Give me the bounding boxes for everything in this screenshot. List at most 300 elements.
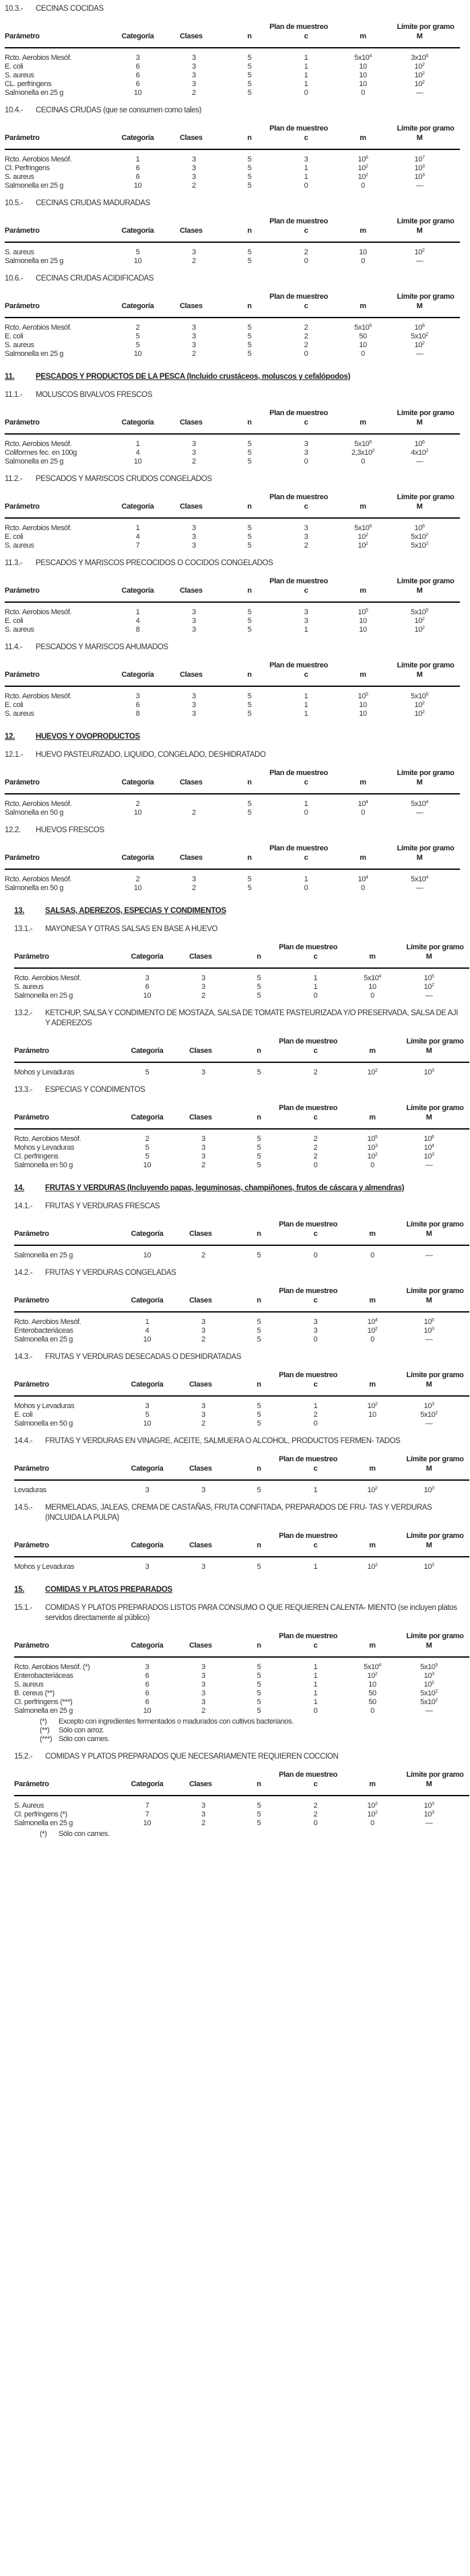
cell-m-limit: 0 (361, 809, 365, 817)
header-category: Categoría (119, 952, 176, 968)
empty-header (344, 1220, 401, 1229)
cell-pad (457, 1810, 469, 1819)
cell-n: 5 (257, 1486, 261, 1494)
cell-n: 5 (247, 710, 252, 718)
header-group-row (14, 1220, 469, 1229)
cell-pad (448, 89, 460, 98)
table-row (14, 1396, 469, 1411)
cell-parameter: Salmonella en 25 g (14, 992, 73, 1000)
header-row (14, 1541, 469, 1557)
cell-category: 5 (145, 1144, 149, 1152)
cell-n: 5 (247, 809, 252, 817)
header-classes: Clases (176, 1641, 231, 1657)
cell-c: 0 (313, 1251, 318, 1259)
cell-classes: 3 (201, 1681, 205, 1689)
cell-pad (448, 318, 460, 332)
cell-pad (457, 1312, 469, 1327)
cell-parameter: Mohos y Levaduras (14, 1563, 75, 1571)
footnotes (40, 1830, 463, 1839)
empty-header (5, 492, 166, 502)
cell-m-limit: 10 (359, 341, 367, 349)
header-M-limit: M (401, 1229, 457, 1245)
header-pad (457, 1541, 469, 1557)
spacer (14, 1170, 463, 1183)
table-row (5, 149, 460, 164)
cell-pad (448, 63, 460, 71)
cell-category: 4 (135, 533, 140, 541)
cell-m-limit: $10^2$ (367, 1810, 378, 1818)
cell-category: 6 (135, 701, 140, 709)
spacer (14, 1744, 463, 1752)
criteria-table (5, 577, 460, 634)
subsection-title: CECINAS CRUDAS MADURADAS (36, 199, 150, 207)
cell-pad (457, 1557, 469, 1572)
footnote-mark: (**) (40, 1726, 50, 1734)
cell-m-limit: $10^6$ (358, 155, 368, 163)
footnote-mark: (***) (40, 1735, 53, 1743)
spacer (14, 1428, 463, 1436)
cell-pad (448, 884, 460, 893)
cell-n: 5 (257, 992, 261, 1000)
header-group-row (14, 1455, 469, 1464)
cell-pad (448, 449, 460, 457)
cell-m-limit: 0 (370, 1707, 374, 1715)
header-row (5, 586, 460, 602)
spacer (14, 1344, 463, 1352)
cell-pad (457, 1335, 469, 1344)
header-parameter: Parámetro (14, 1464, 119, 1480)
empty-header (14, 943, 176, 952)
table-row (5, 63, 460, 71)
section-s10_3 (5, 4, 463, 98)
cell-n: 5 (247, 341, 252, 349)
header-parameter: Parámetro (5, 586, 109, 602)
table-row (14, 1312, 469, 1327)
header-c: c (277, 32, 335, 48)
cell-category: 5 (145, 1411, 149, 1419)
cell-pad (457, 1672, 469, 1681)
section-s14_2 (5, 1260, 463, 1344)
header-row (14, 1296, 469, 1312)
cell-category: 10 (133, 809, 142, 817)
table-row (14, 983, 469, 992)
cell-c: 1 (313, 983, 318, 991)
plan-header: Plan de muestreo (269, 124, 329, 133)
cell-pad (457, 1698, 469, 1707)
header-classes: Clases (176, 1464, 231, 1480)
header-group-row (14, 1531, 469, 1541)
header-M-limit: M (391, 32, 448, 48)
cell-classes: 3 (192, 324, 196, 332)
cell-c: 1 (313, 1698, 318, 1706)
table-row (5, 869, 460, 884)
table-row (5, 686, 460, 701)
cell-category: 6 (145, 1681, 149, 1689)
header-m-limit: m (344, 1464, 401, 1480)
cell-m-limit: 0 (361, 350, 365, 358)
criteria-table (5, 408, 460, 466)
section-title: PESCADOS Y PRODUCTOS DE LA PESCA (Incluido crustáceos, moluscos y cefalópodos) (36, 373, 351, 381)
cell-category: 7 (145, 1810, 149, 1818)
header-m-limit: m (335, 301, 391, 318)
table-row (14, 1698, 469, 1707)
cell-pad (448, 518, 460, 533)
header-m-limit: m (344, 952, 401, 968)
header-M-limit: M (401, 1464, 457, 1480)
header-group-row (14, 1103, 469, 1113)
footnote-text: Excepto con ingredientes fermentados o madurados con cultivos bacterianos. (59, 1718, 294, 1726)
section-s10_4 (5, 98, 463, 190)
section-heading (14, 1585, 463, 1595)
header-c: c (277, 586, 335, 602)
header-pad (448, 670, 460, 686)
cell-n: 5 (257, 1152, 261, 1161)
cell-category: 3 (135, 692, 140, 700)
plan-header: Plan de muestreo (269, 293, 329, 301)
limit-header: Límite por gramo (406, 1287, 464, 1295)
cell-parameter: E. coli (5, 701, 24, 709)
criteria-table (14, 1770, 469, 1828)
plan-header: Plan de muestreo (269, 409, 329, 417)
header-n: n (231, 1046, 287, 1062)
plan-header: Plan de muestreo (269, 769, 329, 777)
cell-M-limit: $10^3$ (424, 1402, 434, 1410)
cell-c: 0 (313, 992, 318, 1000)
header-m-limit: m (344, 1046, 401, 1062)
cell-parameter: Rcto. Aerobios Mesóf. (5, 324, 72, 332)
table-row (5, 350, 460, 359)
cell-parameter: Salmonella en 25 g (14, 1251, 73, 1259)
spacer (14, 1623, 463, 1631)
subsection-title: MOLUSCOS BIVALVOS FRESCOS (36, 391, 152, 399)
header-group-row (14, 1631, 469, 1641)
limit-header: Límite por gramo (406, 1771, 464, 1779)
cell-m-limit: $5x10^5$ (354, 440, 372, 448)
subsection-title: COMIDAS Y PLATOS PREPARADOS QUE NECESARIAMENTE REQUIEREN COCCION (45, 1753, 339, 1761)
subsection-number: 14.2.- (14, 1269, 33, 1277)
subsection-number: 11.4.- (5, 643, 23, 651)
limit-header: Límite por gramo (397, 23, 455, 31)
subsection-title: ESPECIAS Y CONDIMENTOS (45, 1086, 145, 1094)
cell-c: 0 (304, 809, 308, 817)
cell-parameter: CL. perfringens (5, 80, 52, 88)
cell-pad (457, 1129, 469, 1144)
cell-M-limit: $5x10^4$ (411, 800, 428, 808)
cell-classes: 3 (201, 1486, 205, 1494)
header-category: Categoría (119, 1380, 176, 1396)
header-classes: Clases (166, 301, 222, 318)
header-parameter: Parámetro (5, 301, 109, 318)
cell-category: 6 (145, 1672, 149, 1680)
cell-parameter: S. aureus (5, 71, 34, 79)
criteria-table (14, 1103, 469, 1170)
cell-c: 0 (313, 1420, 318, 1428)
subsection-heading (5, 750, 463, 760)
spacer (5, 400, 463, 408)
cell-pad (448, 602, 460, 617)
header-parameter: Parámetro (14, 1541, 119, 1557)
header-M-limit: M (401, 1113, 457, 1129)
cell-classes: 3 (192, 173, 196, 181)
cell-pad (457, 1161, 469, 1170)
cell-c: 1 (304, 626, 308, 634)
cell-pad (448, 686, 460, 701)
cell-classes: 2 (192, 884, 196, 892)
cell-category: 4 (135, 449, 140, 457)
cell-n: 5 (247, 332, 252, 340)
cell-parameter: Enterobacteriáceas (14, 1672, 73, 1680)
cell-classes: 2 (201, 1707, 205, 1715)
header-c: c (277, 853, 335, 869)
limit-header: Límite por gramo (397, 661, 455, 669)
cell-n: 5 (247, 71, 252, 79)
cell-parameter: S. aureus (5, 542, 34, 550)
cell-c: 1 (313, 1486, 318, 1494)
cell-M-limit: $10^3$ (424, 1810, 434, 1818)
cell-category: 1 (135, 155, 140, 163)
cell-n: 5 (257, 1672, 261, 1680)
header-n: n (222, 32, 277, 48)
plan-header: Plan de muestreo (269, 577, 329, 585)
section-heading (5, 732, 463, 742)
cell-pad (448, 457, 460, 466)
cell-n: 5 (257, 1698, 261, 1706)
cell-c: 2 (304, 542, 308, 550)
plan-header: Plan de muestreo (269, 23, 329, 31)
table-row (14, 1796, 469, 1810)
cell-pad (448, 48, 460, 63)
header-category: Categoría (119, 1779, 176, 1796)
limit-header: Límite por gramo (397, 217, 455, 225)
header-classes: Clases (176, 1229, 231, 1245)
header-parameter: Parámetro (14, 952, 119, 968)
header-row (5, 32, 460, 48)
subsection-heading (14, 1085, 463, 1095)
cell-M-limit: $10^2$ (414, 248, 425, 256)
cell-classes: 3 (201, 1411, 205, 1419)
limit-header: Límite por gramo (406, 1220, 464, 1228)
plan-header: Plan de muestreo (279, 1287, 338, 1295)
table-row (5, 434, 460, 449)
cell-M-limit: $10^6$ (414, 524, 425, 532)
cell-pad (457, 1796, 469, 1810)
cell-classes: 3 (192, 341, 196, 349)
header-n: n (222, 778, 277, 794)
header-category: Categoría (109, 418, 166, 434)
header-n: n (222, 670, 277, 686)
cell-classes: 3 (201, 1698, 205, 1706)
header-row (5, 301, 460, 318)
header-c: c (287, 1779, 344, 1796)
header-parameter: Parámetro (5, 133, 109, 149)
empty-header (335, 492, 391, 502)
cell-M-limit: $10^2$ (414, 626, 425, 634)
header-M-limit: M (401, 1380, 457, 1396)
header-category: Categoría (109, 32, 166, 48)
cell-m-limit: 10 (359, 71, 367, 79)
cell-M-limit: $4x10^2$ (411, 449, 428, 457)
footnote (40, 1726, 463, 1735)
subsection-number: 10.5.- (5, 199, 24, 207)
empty-header (14, 1103, 176, 1113)
cell-pad (457, 1152, 469, 1161)
cell-pad (448, 341, 460, 350)
cell-M-limit: $10^5$ (424, 1318, 434, 1326)
cell-m-limit: $10^2$ (367, 1402, 378, 1410)
header-group-row (5, 577, 460, 586)
header-row (14, 1113, 469, 1129)
cell-m-limit: 10 (359, 701, 367, 709)
cell-parameter: Salmonella en 25 g (5, 457, 63, 466)
cell-c: 0 (304, 457, 308, 466)
subsection-heading (5, 198, 463, 209)
cell-c: 1 (313, 1402, 318, 1410)
header-category: Categoría (109, 133, 166, 149)
spacer (5, 634, 463, 642)
cell-M-limit: $5x10^2$ (420, 1411, 438, 1419)
header-group-row (5, 22, 460, 32)
empty-header (5, 408, 166, 418)
section-s15_1 (5, 1595, 463, 1744)
criteria-table (5, 124, 460, 190)
cell-classes: 3 (201, 1802, 205, 1810)
section-number: 15. (14, 1586, 25, 1594)
cell-parameter: S. aureus (5, 173, 34, 181)
header-M-limit: M (401, 1641, 457, 1657)
cell-m-limit: $10^5$ (367, 1135, 378, 1143)
subsection-number: 13.2.- (14, 1009, 33, 1017)
header-parameter: Parámetro (14, 1641, 119, 1657)
cell-n: 5 (257, 1335, 261, 1344)
header-pad (457, 1779, 469, 1796)
table-row (5, 449, 460, 457)
limit-header: Límite por gramo (397, 293, 455, 301)
cell-classes: 2 (192, 457, 196, 466)
header-row (5, 226, 460, 242)
header-M-limit: M (401, 1541, 457, 1557)
cell-parameter: S. aureus (5, 710, 34, 718)
header-parameter: Parámetro (14, 1380, 119, 1396)
cell-parameter: Coliformes fec. en 100g (5, 449, 77, 457)
header-pad (457, 1464, 469, 1480)
header-category: Categoría (119, 1464, 176, 1480)
header-n: n (231, 1779, 287, 1796)
cell-category: 10 (143, 1420, 152, 1428)
cell-classes: 3 (192, 533, 196, 541)
cell-n: 5 (247, 164, 252, 172)
plan-header: Plan de muestreo (279, 1037, 338, 1045)
cell-n: 5 (247, 875, 252, 883)
cell-M-limit: — (415, 350, 424, 358)
subsection-title: FRUTAS Y VERDURAS FRESCAS (45, 1202, 160, 1210)
cell-M-limit: — (425, 992, 433, 1000)
section-number: 14. (14, 1184, 25, 1192)
cell-parameter: Rcto. Aerobios Mesóf. (5, 875, 72, 883)
cell-category: 8 (135, 626, 140, 634)
table-row (5, 617, 460, 626)
empty-header (344, 1037, 401, 1046)
header-row (5, 670, 460, 686)
cell-category: 5 (145, 1152, 149, 1161)
header-c: c (277, 301, 335, 318)
header-n: n (222, 418, 277, 434)
plan-header: Plan de muestreo (269, 844, 329, 852)
header-classes: Clases (176, 1046, 231, 1062)
table-row (5, 809, 460, 817)
cell-M-limit: $5x10^2$ (420, 1689, 438, 1697)
cell-m-limit: 10 (368, 983, 376, 991)
cell-parameter: Mohos y Levaduras (14, 1068, 75, 1076)
cell-m-limit: 10 (368, 1681, 376, 1689)
cell-parameter: Rcto. Aerobios Mesóf. (5, 524, 72, 532)
cell-category: 6 (135, 173, 140, 181)
cell-m-limit: $10^2$ (367, 1672, 378, 1680)
cell-parameter: Salmonella en 25 g (5, 257, 63, 265)
header-group-row (14, 1370, 469, 1380)
cell-m-limit: $10^5$ (358, 608, 368, 616)
cell-parameter: S. Aureus (14, 1802, 44, 1810)
cell-n: 5 (257, 1318, 261, 1326)
cell-m-limit: $5x10^5$ (354, 524, 372, 532)
header-n: n (222, 502, 277, 518)
cell-c: 1 (304, 800, 308, 808)
limit-header: Límite por gramo (397, 124, 455, 133)
cell-parameter: S. aureus (5, 248, 34, 256)
cell-c: 1 (304, 63, 308, 71)
table-row (14, 1152, 469, 1161)
header-classes: Clases (166, 226, 222, 242)
header-m-limit: m (335, 418, 391, 434)
header-n: n (231, 1541, 287, 1557)
cell-classes: 2 (201, 1819, 205, 1827)
cell-parameter: S. aureus (5, 341, 34, 349)
cell-M-limit: $5x10^2$ (420, 1698, 438, 1706)
spacer (14, 1260, 463, 1268)
subsection-number: 14.4.- (14, 1437, 33, 1445)
table-row (5, 242, 460, 257)
spacer (14, 1523, 463, 1531)
cell-n: 5 (247, 173, 252, 181)
spacer (5, 836, 463, 844)
cell-c: 1 (304, 875, 308, 883)
subsection-title: HUEVO PASTEURIZADO, LIQUIDO, CONGELADO, DESHIDRATADO (36, 751, 266, 759)
cell-M-limit: $10^3$ (424, 1068, 434, 1076)
subsection-number: 15.1.- (14, 1604, 33, 1612)
cell-M-limit: $10^6$ (414, 440, 425, 448)
cell-c: 0 (313, 1161, 318, 1169)
cell-M-limit: — (415, 257, 424, 265)
header-parameter: Parámetro (14, 1296, 119, 1312)
criteria-table (14, 1037, 469, 1077)
limit-header: Límite por gramo (397, 577, 455, 585)
cell-m-limit: 10 (359, 617, 367, 625)
empty-header (335, 408, 391, 418)
header-n: n (231, 1296, 287, 1312)
cell-n: 5 (257, 1144, 261, 1152)
cell-M-limit: $10^5$ (424, 974, 434, 982)
header-n: n (222, 133, 277, 149)
table-row (14, 1129, 469, 1144)
cell-n: 5 (247, 800, 252, 808)
subsection-title: CECINAS CRUDAS ACIDIFICADAS (36, 274, 154, 283)
limit-header: Límite por gramo (406, 1037, 464, 1045)
table-row (14, 1144, 469, 1152)
criteria-table (14, 1631, 469, 1716)
cell-n: 5 (257, 1135, 261, 1143)
header-classes: Clases (166, 502, 222, 518)
header-parameter: Parámetro (14, 1046, 119, 1062)
subsection-number: 14.3.- (14, 1353, 33, 1361)
